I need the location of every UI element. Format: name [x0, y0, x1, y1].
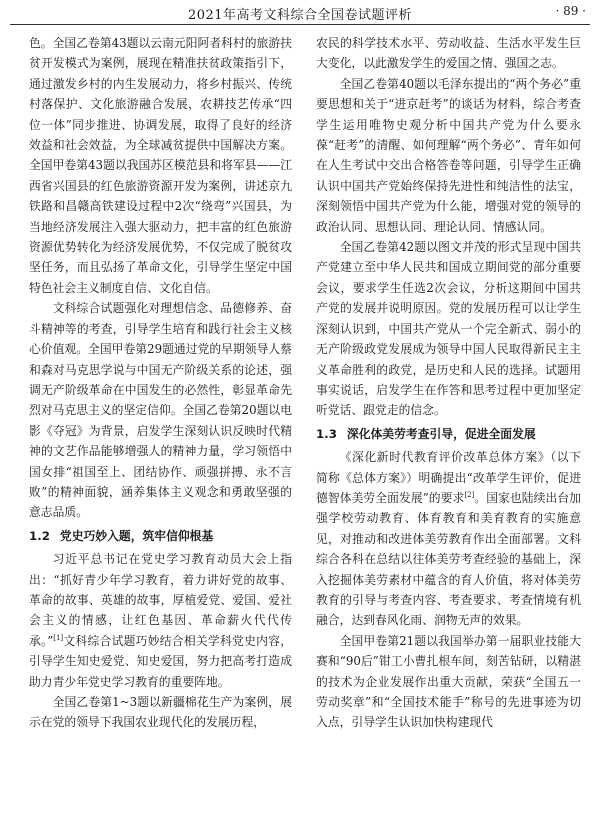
paragraph	[29, 549, 292, 692]
paragraph-text: 文科综合试题巧妙结合相关学科党史内容，引导学生知史爱党、知史爱国，努力把高考打造成助力青少年党史学习教育的重要阵地。	[29, 633, 292, 689]
paragraph: 全国甲卷第21题以我国举办第一届职业技能大赛和“90后”钳工小曹扎根车间，刻苦钻研，以精湛的技术为企业发展作出重大贡献，荣获“全国五一劳动奖章”和“全国技术能手”称号的先进事迹为切入点，引导学生认识加快构建现代	[316, 633, 581, 730]
citation-ref: [2]	[464, 491, 475, 500]
header-divider	[10, 24, 590, 25]
paragraph	[316, 447, 581, 631]
running-title: 2021年高考文科综合全国卷试题评析	[187, 8, 413, 23]
section-number: 1.3	[316, 426, 337, 441]
paragraph-text: 《深化新时代教育评价改革总体方案》（以下简称《总体方案》）明确提出“改革学生评价，促进德智体美劳全面发展”的要求	[316, 450, 581, 505]
section-heading-1-2	[29, 526, 292, 546]
paragraph: 文科综合试题强化对理想信念、品德修养、奋斗精神等的考查，引导学生培育和践行社会主义核心价值观。全国甲卷第29题通过党的早期领导人蔡和森对马克思学说与中国无产阶级关系的论述，强调无产阶级革命在中国发生的必然性，彰显革命先烈对马克思主义的坚定信仰。全国乙卷第20题以电影《夺冠》为背景，启发学生深刻认识反映时代精神的文艺作品能够增强人的精神力量，学习领悟中国女排“祖国至上、团结协作、顽强拼搏、永不言败”的精神面貌，涵养集体主义观念和勇敢坚强的意志品质。	[29, 301, 292, 520]
paragraph: 全国乙卷第40题以毛泽东提出的“两个务必”重要思想和关于“进京赶考”的谈话为材料，综合考查学生运用唯物史观分析中国共产党为什么要永葆“赶考”的清醒、如何理解“两个务必”、青年如何在人生考试中交出合格答卷等问题，引导学生正确认识中国共产党始终保持先进性和纯洁性的法宝，深刻领悟中国共产党为什么能，增强对党的领导的政治认同、思想认同、理论认同、情感认同。	[316, 76, 581, 234]
paragraph-continued: 农民的科学技术水平、劳动收益、生活水平发生巨大变化，以此激发学生的爱国之情、强国之志。	[316, 36, 581, 71]
paragraph-continued: 色。全国乙卷第43题以云南元阳阿者科村的旅游扶贫开发模式为案例，展现在精准扶贫政策指引下，通过激发乡村的内生发展动力，将乡村振兴、传统村落保护、文化旅游融合发展，农耕技艺传承“四位一体”同步推进、协调发展，取得了良好的经济效益和社会效益，为全球减贫提供中国解决方案。全国甲卷第43题以我国苏区模范县和将军县——江西省兴国县的红色旅游资源开发为案例，讲述京九铁路和昌赣高铁建设过程中2次“绕弯”兴国县，为当地经济发展注入强大驱动力，把丰富的红色旅游资源优势转化为经济发展优势，不仅完成了脱贫攻坚任务，而且弘扬了革命文化，引导学生坚定中国特色社会主义制度自信、文化自信。	[29, 36, 292, 295]
section-title: 党史巧妙入题，筑牢信仰根基	[59, 528, 214, 543]
section-title: 深化体美劳考查引导，促进全面发展	[346, 426, 536, 441]
citation-ref: [1]	[53, 633, 64, 642]
page-number: · 89 ·	[555, 4, 586, 18]
paragraph: 全国乙卷第1~3题以新疆棉花生产为案例，展示在党的领导下我国农业现代化的发展历程，	[29, 695, 292, 730]
paragraph: 全国乙卷第42题以图文并茂的形式呈现中国共产党建立至中华人民共和国成立期间党的部分重要会议，要求学生任选2次会议，分析这期间中国共产党的发展并说明原因。党的发展历程可以让学生深刻认识到，中国共产党从一个完全新式、弱小的无产阶级政党发展成为领导中国人民取得新民主主义革命胜利的政党，是历史和人民的选择。试题用事实说话，启发学生在作答和思考过程中更加坚定听党话、跟党走的信念。	[316, 240, 581, 418]
paragraph-text: 习近平总书记在党史学习教育动员大会上指出：“抓好青少年学习教育，着力讲好党的故事、革命的故事、英雄的故事，厚植爱党、爱国、爱社会主义的情感，让红色基因、革命薪火代代传承。”	[29, 552, 292, 648]
right-column	[316, 33, 581, 821]
running-header	[0, 0, 600, 24]
section-number: 1.2	[29, 528, 50, 543]
left-column	[29, 33, 292, 821]
section-heading-1-3	[316, 424, 581, 444]
paragraph-text: 。国家也陆续出台加强学校劳动教育、体育教育和美育教育的实施意见，对推动和改进体美劳教育作出全面部署。文科综合各科在总结以往体美劳考查经验的基础上，深入挖掘体美劳素材中蕴含的育人价值，将对体美劳教育的引导与考查内容、考查要求、考查情境有机融合，达到春风化雨、润物无声的效果。	[316, 490, 581, 628]
